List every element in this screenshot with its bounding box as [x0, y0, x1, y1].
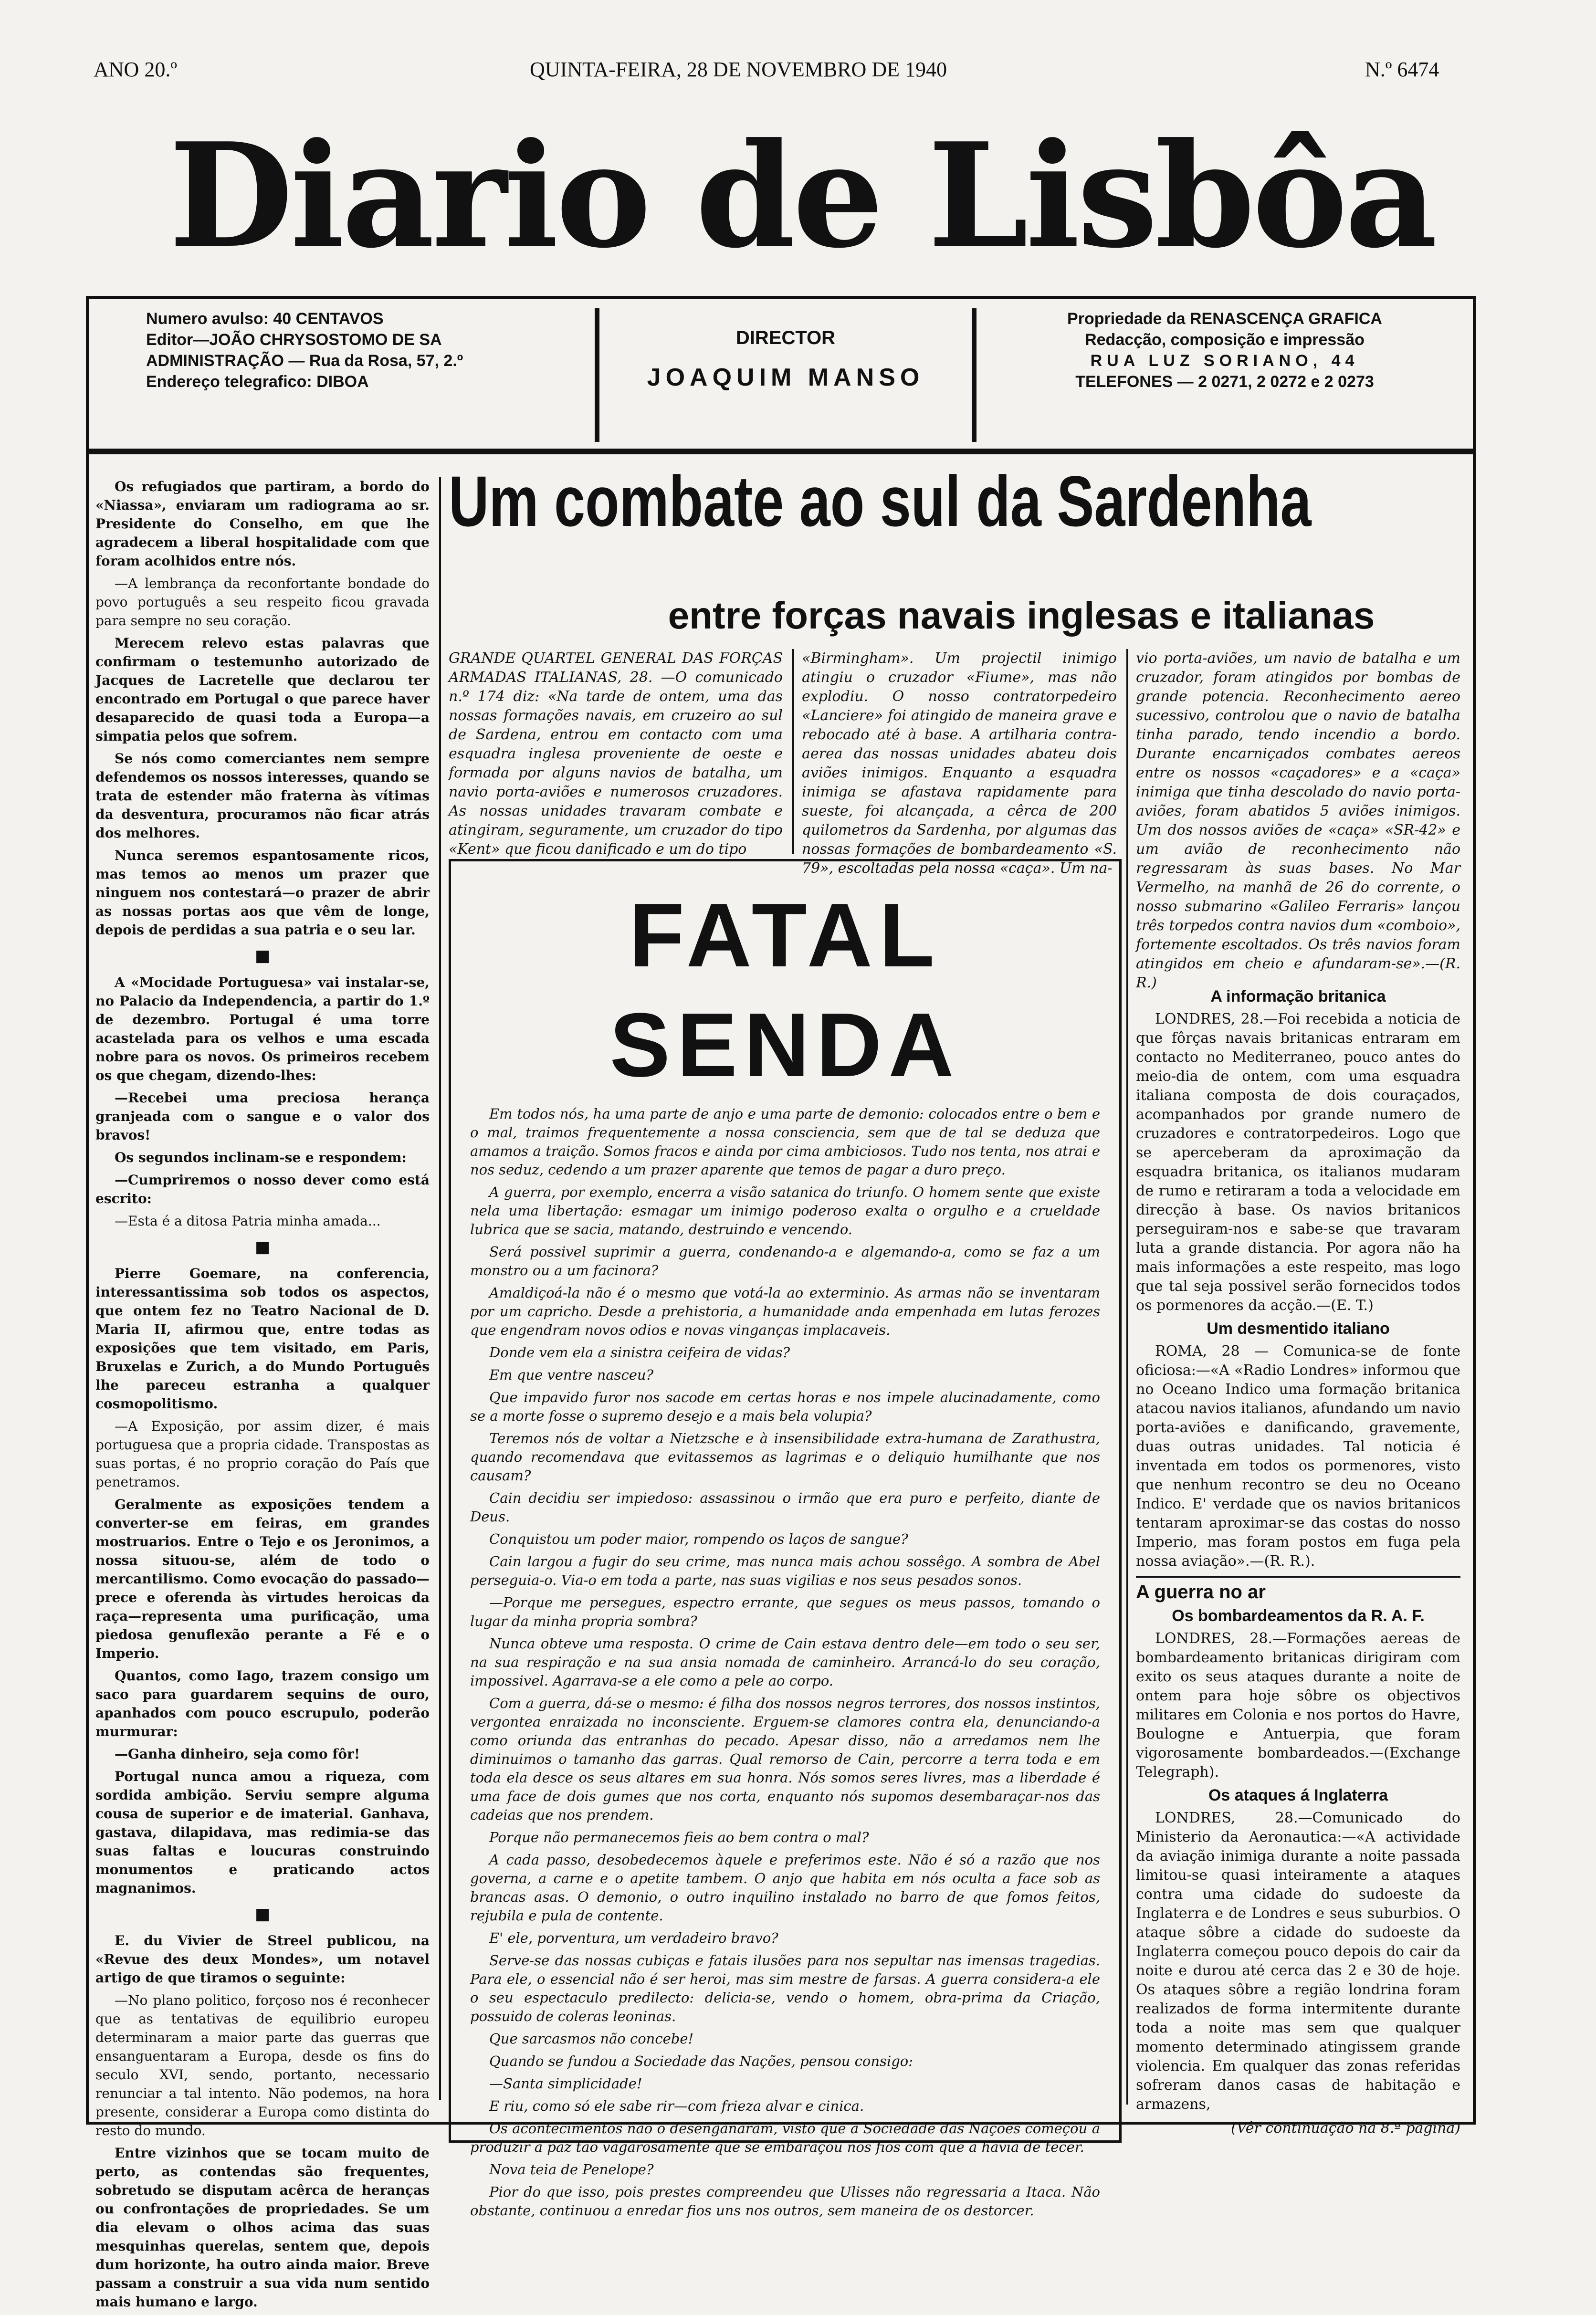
fatal-paragraph: Com a guerra, dá-se o mesmo: é filha dos nossos negros terrores, dos nossos instintos, vergontea enraizada no inconsciente. Erguem-se clamores contra ela, denunciando-a como oriunda das entranhas do pecado. Apesar disso, não a arredamos nem lhe diminuimos o tamanho das garras. Qual remorso de Cain, percorre a terra toda e em toda ela desce os seus altares em sua honra. Nós somos seres livres, mas a liberdade é uma face de dois gumes que nos corta, enquanto nós supomos desembaraçar-nos das cadeias que nos prendem. [470, 1695, 1100, 1823]
fatal-senda-box [449, 859, 1122, 2219]
fatal-paragraph: Serve-se das nossas cubiças e fatais ilusões para nos sepultar nas imensas tragedias. Para ele, o essencial não é ser heroi, mas sim mestre de farsas. A guerra considera-a ele o seu espectaculo predilecto: delicia-se, vendo o homem, obra-prima da Criação, possuido de coleras leoninas. [470, 1952, 1100, 2024]
administration-line: ADMINISTRAÇÃO — Rua da Rosa, 57, 2.º [146, 352, 463, 370]
info-director [604, 299, 967, 451]
left-paragraph: Quantos, como Iago, trazem consigo um saco para guardarem sequins de ouro, apanhados com pouco escrupulo, poderão murmurar: [95, 1668, 430, 1739]
fatal-senda-title: FATAL SENDA [609, 885, 961, 1096]
fatal-paragraph: A cada passo, desobedecemos àquele e preferimos este. Não é só a razão que nos governa, a carne e o apetite tambem. O anjo que habita em nós oculta a face sob as brancas asas. O demonio, o outro inquilino instalado no barro de que fomos feitos, rejubila e pula de contente. [470, 1852, 1100, 1924]
bombardeamentos-title: Os bombardeamentos da R. A. F. [1172, 1607, 1425, 1625]
left-paragraph: —Cumpriremos o nosso dever como está escrito: [95, 1172, 430, 1206]
fatal-paragraph: E riu, como só ele sabe rir—com frieza alvar e cinica. [489, 2098, 864, 2114]
left-paragraph: —Esta é a ditosa Patria minha amada... [115, 1213, 381, 1229]
fatal-paragraph: Será possivel suprimir a guerra, condenando-a e algemando-a, como se faz a um monstro ou a um facinora? [470, 1244, 1100, 1278]
left-paragraph: Os refugiados que partiram, a bordo do «Niassa», enviaram um radiograma ao sr. Presidente do Conselho, em que lhe agradecem a liberal hospitalidade com que foram acolhidos entre nós. [95, 479, 430, 569]
desmentido-title: Um desmentido italiano [1207, 1320, 1390, 1338]
column-divider [792, 649, 794, 854]
left-paragraph: —A Exposição, por assim dizer, é mais portuguesa que a propria cidade. Transpostas as suas portas, é no proprio coração do País que penetramos. [95, 1418, 430, 1490]
director-label: DIRECTOR [735, 327, 836, 348]
left-paragraph: Entre vizinhos que se tocam muito de perto, as contendas são frequentes, sobretudo se disputam acêrca de heranças ou confrontações de propriedades. Se um dia elevam o olhos acima das suas mesquinhas querelas, sentem que, depois dum horizonte, ha outro ainda maior. Breve passam a construir a sua vida num sentido mais humano e largo. [95, 2145, 430, 2310]
date-label: QUINTA-FEIRA, 28 DE NOVEMBRO DE 1940 [530, 58, 947, 81]
desmentido-text: ROMA, 28 — Comunica-se de fonte oficiosa:—«A «Radio Londres» informou que no Oceano Indico uma formação britanica atacou navios italianos, afundando um navio porta-aviões e danificando, gravemente, duas outras unidades. Tal noticia é inventada em todos os pormenores, visto que nenhum recontro se deu no Oceano Indico. E' verdade que os navios britanicos tentaram aproximar-se das costas do nosso Imperio, mas foram postos em fuga pela nossa aviação».—(R. R.). [1136, 1343, 1460, 1570]
right-column [1136, 983, 1460, 2138]
fatal-paragraph: A guerra, por exemplo, encerra a visão satanica do triunfo. O homem sente que existe nela uma libertação: esmagar um inimigo poderoso exalta o orgulho e a crueldade lubrica que se sacia, matando, destruindo e vencendo. [470, 1184, 1100, 1237]
left-paragraph: E. du Vivier de Streel publicou, na «Revue des deux Mondes», um notavel artigo de que tiramos o seguinte: [95, 1933, 430, 1986]
combate-column-1: GRANDE QUARTEL GENERAL DAS FORÇAS ARMADAS ITALIANAS, 28. —O comunicado n.º 174 diz: «Na tarde de ontem, uma das nossas formações navais, em cruzeiro ao sul de Sardena, entrou em contacto com uma esquadra inglesa proveniente de oeste e formada por alguns navios de batalha, um navio porta-aviões e numerosos cruzadores. As nossas unidades travaram combate e atingiram, seguramente, um cruzador do tipo «Kent» que ficou danificado e um do tipo [449, 650, 783, 858]
continuation-note: (Vêr continuação na 8.ª pagina) [1231, 2120, 1460, 2137]
left-paragraph: —Ganha dinheiro, seja como fôr! [115, 1746, 360, 1762]
fatal-paragraph: —Santa simplicidade! [489, 2075, 642, 2092]
info-right [986, 308, 1463, 461]
fatal-paragraph: Quando se fundou a Sociedade das Nações, pensou consigo: [489, 2053, 914, 2069]
issue-number: N.º 6474 [1365, 58, 1439, 81]
fatal-paragraph: Teremos nós de voltar a Nietzsche e à insensibilidade extra-humana de Zarathustra, quando recomendava que evitassemos as lagrimas e o deliquio humilhante que nos causam? [470, 1430, 1100, 1484]
fatal-paragraph: Conquistou um poder maior, rompendo os laços de sangue? [489, 1531, 908, 1547]
fatal-paragraph: Cain decidiu ser impiedoso: assassinou o irmão que era puro e perfeito, diante de Deus. [470, 1490, 1100, 1525]
fatal-paragraph: Pior do que isso, pois prestes compreendeu que Ulisses não regressaria a Itaca. Não obstante, continuou a enredar fios uns nos outros, sem maneira de os destorcer. [470, 2184, 1100, 2219]
subheadline: entre forças navais inglesas e italianas [668, 594, 1375, 637]
info-divider-right [972, 308, 976, 442]
left-paragraph: Nunca seremos espantosamente ricos, mas temos ao menos um prazer que ninguem nos contestará—o prazer de abrir as nossas portas aos que vêm de longe, depois de perdidas a sua patria e o seu lar. [95, 848, 430, 938]
column-divider [439, 477, 441, 2100]
left-paragraph: Geralmente as exposições tendem a converter-se em feiras, em grandes mostruarios. Entre o Tejo e os Jeronimos, a nossa situou-se, além de todo o mercantilismo. Como evocação do passado— prece e oferenda às virtudes heroicas da raça—representa uma purificação, uma piedosa genuflexão perante a Fé e o Imperio. [95, 1497, 430, 1661]
combate-column-2: «Birmingham». Um projectil inimigo atingiu o cruzador «Fiume», mas não explodiu. O nosso contratorpedeiro «Lanciere» foi atingido de maneira grave e rebocado até à base. A artilharia contra-aerea das nossas unidades abateu dois aviões inimigos. Enquanto a esquadra inimiga se afastava rapidamente para sueste, foi alcançada, a cêrca de 200 quilometros da Sardenha, por algumas das nossas formações de bombardeamento «S. 79», escoltadas pela nossa «caça». Um na- [802, 650, 1117, 877]
fatal-paragraph: E' ele, porventura, um verdadeiro bravo? [489, 1930, 778, 1946]
fatal-paragraph: Nunca obteve uma resposta. O crime de Cain estava dentro dele—em todo o seu ser, na sua respiração e na sua ansia nomada de caminheiro. Arrancá-lo do seu coração, impossivel. Agarrava-se a ele como a pele ao corpo. [470, 1635, 1100, 1689]
fatal-paragraph: Os acontecimentos não o desenganaram, visto que a Sociedade das Nações começou a produzir a paz tão vagarosamente que se embaraçou nos fios com que a havia de tecer. [470, 2120, 1100, 2155]
fatal-paragraph: Que sarcasmos não concebe! [489, 2031, 694, 2047]
price-line: Numero avulso: 40 CENTAVOS [146, 310, 384, 328]
fatal-paragraph: Que impavido furor nos sacode em certas horas e nos impele alucinadamente, como se a morte fosse o supremo desejo e a mais bela volupia? [470, 1389, 1100, 1424]
left-paragraph: —Recebei uma preciosa herança granjeada com o sangue e o valor dos bravos! [95, 1090, 430, 1143]
address-line: RUA LUZ SORIANO, 44 [1090, 352, 1359, 370]
info-divider-left [595, 308, 599, 442]
fatal-paragraph: Cain largou a fugir do seu crime, mas nunca mais achou sossêgo. A sombra de Abel perseguia-o. Via-o em toda a parte, nas suas vigilias e nos seus pesados sonos. [470, 1553, 1100, 1588]
editor-line: Editor—JOÃO CHRYSOSTOMO DE SA [146, 331, 442, 349]
informacao-title: A informação britanica [1210, 987, 1386, 1006]
section-marker: ■ [254, 946, 271, 965]
left-paragraph: —A lembrança da reconfortante bondade do povo português a seu respeito ficou gravada para sempre no seu coração. [95, 576, 430, 629]
year-label: ANO 20.º [94, 58, 177, 81]
informacao-text: LONDRES, 28.—Foi recebida a noticia de que fôrças navais britanicas entraram em contacto no Mediterraneo, pouco antes do meio-dia de ontem, com uma esquadra italiana composta de dois couraçados, acompanhados por grande numero de cruzadores e contratorpedeiros. Logo que se aperceberam da aproximação da esquadra britanica, os italianos mudaram de rumo e retiraram a toda a velocidade em direcção à base. Os navios britanicos perseguiram-nos e sabe-se que travaram luta a grande distancia. Por agora não ha mais informações a este respeito, mas logo que tal seja possivel serão fornecidos todos os pormenores da acção.—(E. T.) [1136, 1011, 1460, 1314]
bombardeamentos-text: LONDRES, 28.—Formações aereas de bombardeamento britanicas dirigiram com exito os seus ataques durante a noite de ontem para hoje sôbre os objectivos militares em Colonia e nos portos do Havre, Boulogne e Antuerpia, que foram vigorosamente bombardeados.—(Exchange Telegraph). [1136, 1630, 1460, 1781]
left-paragraph: Merecem relevo estas palavras que confirmam o testemunho autorizado de Jacques de Lacretelle que declarou ter encontrado em Portugal o que parece haver desaparecido de quasi toda a Europa—a simpatia pelos que sofrem. [95, 635, 430, 744]
left-paragraph: A «Mocidade Portuguesa» vai instalar-se, no Palacio da Independencia, a partir do 1.º de dezembro. Portugal é uma torre acastelada para os velhos e uma escada nobre para os novos. Os primeiros recebem os que chegam, dizendo-lhes: [95, 974, 430, 1083]
fatal-paragraph: —Porque me persegues, espectro errante, que segues os meus passos, tomando o lugar da minha propria sombra? [470, 1594, 1100, 1629]
telegraph-line: Endereço telegrafico: DIBOA [146, 373, 369, 391]
combate-column-3: vio porta-aviões, um navio de batalha e um cruzador, foram atingidos por bombas de grande potencia. Reconhecimento aereo sucessivo, controlou que o navio de batalha tinha parado, tendo incendio a bordo. Durante encarniçados combates aereos entre os nossos «caçadores» e a «caça» inimiga que tinha descolado do navio porta-aviões, foram abatidos 5 aviões inimigos. Um dos nossos aviões de «caça» «SR-42» e um avião de reconhecimento não regressaram às suas bases. No Mar Vermelho, na manhã de 26 do corrente, o nosso submarino «Galileo Ferraris» lançou três torpedos contra navios dum «comboio», fortemente escoltados. Os três navios foram atingidos em cheio e afundaram-se».—(R. R.) [1136, 650, 1460, 991]
section-marker: ■ [254, 1237, 271, 1257]
left-column [95, 477, 430, 2315]
left-paragraph: Portugal nunca amou a riqueza, com sordida ambição. Serviu sempre alguma cousa de superior e de imaterial. Ganhava, gastava, dilapidava, mas redimia-se das suas faltas e loucuras construindo monumentos e praticando actos magnanimos. [95, 1769, 430, 1896]
ataques-title: Os ataques á Inglaterra [1208, 1786, 1388, 1804]
section-marker: ■ [254, 1905, 271, 1924]
left-paragraph: —No plano politico, forçoso nos é reconhecer que as tentativas de equilibrio europeu determinaram a maior parte das guerras que ensanguentaram a Europa, desde os fins do seculo XVI, sendo, portanto, necessario renunciar a tal intento. Não podemos, na hora presente, considerar a Europa como distinta do resto do mundo. [95, 1992, 430, 2138]
info-left [146, 308, 623, 461]
left-paragraph: Se nós como comerciantes nem sempre defendemos os nossos interesses, quando se trata de estender mão fraterna às vítimas da desventura, procuramos não ficar atrás dos melhores. [95, 751, 430, 841]
headline: Um combate ao sul da Sardenha [449, 461, 1312, 541]
fatal-senda-text [451, 1100, 1119, 2229]
fatal-paragraph: Amaldiçoá-la não é o mesmo que votá-la ao exterminio. As armas não se inventaram por um capricho. Desde a prehistoria, a humanidade anda empenhada em lutas ferozes que engendram novos odios e novas vinganças implacaveis. [470, 1285, 1100, 1338]
left-paragraph: Os segundos inclinam-se e respondem: [115, 1150, 407, 1165]
guerra-ar-title: A guerra no ar [1136, 1576, 1460, 1602]
phones-line: TELEFONES — 2 0271, 2 0272 e 2 0273 [1075, 373, 1374, 391]
ataques-text: LONDRES, 28.—Comunicado do Ministerio da Aeronautica:—«A actividade da aviação inimiga durante a noite passada limitou-se quasi inteiramente a ataques contra uma cidade do sudoeste da Inglaterra e de Londres e seus suburbios. O ataque sôbre a cidade do sudoeste da Inglaterra começou pouco depois do cair da noite e durou até cerca das 2 e 30 de hoje. Os ataques sôbre a região londrina foram realizados de forma intermitente durante toda a noite mas sem que qualquer momento determinado atingissem grande violencia. Em qualquer das zonas referidas sofreram danos casas de habitação e armazens, [1136, 1810, 1460, 2113]
fatal-paragraph: Donde vem ela a sinistra ceifeira de vidas? [489, 1344, 790, 1361]
fatal-paragraph: Em que ventre nasceu? [489, 1367, 654, 1383]
info-box [86, 296, 1476, 454]
newspaper-title: Diario de Lisbôa [168, 111, 1435, 280]
column-divider [1126, 649, 1128, 2105]
redaction-line: Redacção, composição e impressão [1085, 331, 1365, 349]
fatal-paragraph: Em todos nós, ha uma parte de anjo e uma parte de demonio: colocados entre o bem e o mal, traimos frequentemente a nossa consciencia, sem que de tal se deduza que amamos a traição. Somos fracos e ainda por cima ambiciosos. Tudo nos tenta, nos atrai e nos seduz, cedendo a um prazer aparente que temos de pagar a duro preço. [470, 1106, 1100, 1178]
director-name: JOAQUIM MANSO [647, 364, 924, 391]
owner-line: Propriedade da RENASCENÇA GRAFICA [1067, 310, 1382, 328]
fatal-paragraph: Porque não permanecemos fieis ao bem contra o mal? [489, 1829, 869, 1845]
fatal-paragraph: Nova teia de Penelope? [489, 2161, 654, 2178]
left-paragraph: Pierre Goemare, na conferencia, interessantissima sob todos os aspectos, que ontem fez no Teatro Nacional de D. Maria II, afirmou que, entre todas as exposições que tem visitado, em Paris, Bruxelas e Zurich, a do Mundo Português lhe pareceu estranha a qualquer cosmopolitismo. [95, 1266, 430, 1412]
